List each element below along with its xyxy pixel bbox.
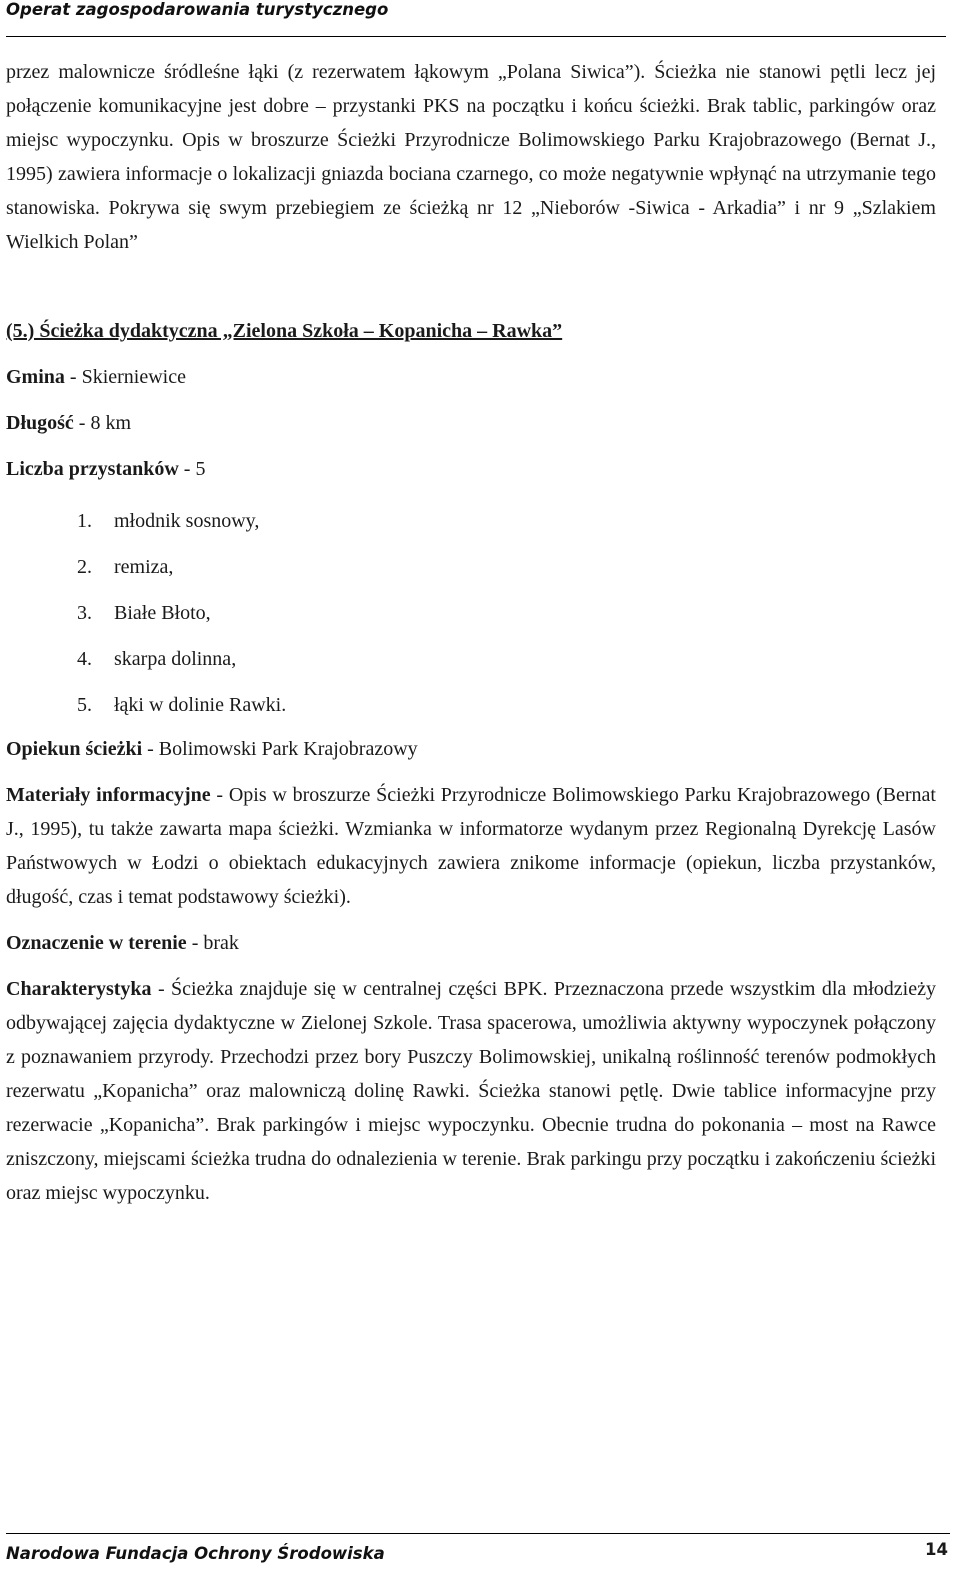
- list-item-text: Białe Błoto,: [114, 602, 211, 624]
- list-item-text: remiza,: [114, 556, 174, 578]
- list-item: [77, 682, 936, 728]
- list-item-number: 2.: [77, 556, 92, 578]
- stops-list: [6, 498, 936, 728]
- document-body: [6, 55, 936, 1210]
- list-item: [77, 544, 936, 590]
- field-materialy: [6, 778, 936, 914]
- list-item-text: łąki w dolinie Rawki.: [114, 694, 287, 716]
- list-item: [77, 498, 936, 544]
- page-number: 14: [925, 1540, 948, 1559]
- field-dlugosc-label: Długość: [6, 412, 74, 434]
- section-title: (5.) Ścieżka dydaktyczna „Zielona Szkoła – Kopanicha – Rawka”: [6, 320, 563, 342]
- field-dlugosc-value: - 8 km: [73, 412, 132, 434]
- field-oznaczenie: [6, 926, 936, 960]
- list-item-text: skarpa dolinna,: [114, 648, 237, 670]
- field-przystanki-label: Liczba przystanków: [6, 458, 179, 480]
- field-opiekun-value: - Bolimowski Park Krajobrazowy: [142, 738, 418, 760]
- page-header: [6, 0, 946, 37]
- field-gmina: [6, 360, 936, 394]
- field-gmina-label: Gmina: [6, 366, 65, 388]
- field-materialy-label: Materiały informacyjne: [6, 784, 211, 806]
- field-przystanki: [6, 452, 936, 486]
- header-title: Operat zagospodarowania turystycznego: [6, 0, 389, 19]
- footer-organization: Narodowa Fundacja Ochrony Środowiska: [6, 1544, 385, 1563]
- field-przystanki-value: - 5: [178, 458, 206, 480]
- list-item: [77, 636, 936, 682]
- field-dlugosc: [6, 406, 936, 440]
- field-opiekun: [6, 732, 936, 766]
- list-item-text: młodnik sosnowy,: [114, 510, 260, 532]
- field-oznaczenie-label: Oznaczenie w terenie: [6, 932, 187, 954]
- field-materialy-value: - Opis w broszurze Ścieżki Przyrodnicze Bolimowskiego Parku Krajobrazowego (Bernat J., 1995), tu także zawarta mapa ścieżki. Wzmianka w informatorze wydanym przez Regionalną Dyrekcję Lasów Państwowych w Łodzi o obiektach edukacyjnych zawiera znikome informacje (opiekun, liczba przystanków, długość, czas i temat podstawowy ścieżki).: [6, 784, 936, 908]
- page-footer: [6, 1533, 950, 1563]
- field-charakterystyka-label: Charakterystyka: [6, 978, 152, 1000]
- field-opiekun-label: Opiekun ścieżki: [6, 738, 143, 760]
- list-item-number: 5.: [77, 694, 92, 716]
- field-charakterystyka: [6, 972, 936, 1210]
- list-item-number: 4.: [77, 648, 92, 670]
- field-oznaczenie-value: - brak: [186, 932, 239, 954]
- list-item: [77, 590, 936, 636]
- list-item-number: 3.: [77, 602, 92, 624]
- field-gmina-value: - Skierniewice: [64, 366, 186, 388]
- intro-paragraph: przez malownicze śródleśne łąki (z rezerwatem łąkowym „Polana Siwica”). Ścieżka nie stanowi pętli lecz jej połączenie komunikacyjne jest dobre – przystanki PKS na początku i końcu ścieżki. Brak tablic, parkingów oraz miejsc wypoczynku. Opis w broszurze Ścieżki Przyrodnicze Bolimowskiego Parku Krajobrazowego (Bernat J., 1995) zawiera informacje o lokalizacji gniazda bociana czarnego, co może negatywnie wpłynąć na utrzymanie tego stanowiska. Pokrywa się swym przebiegiem ze ścieżką nr 12 „Nieborów -Siwica - Arkadia” i nr 9 „Szlakiem Wielkich Polan”: [6, 61, 936, 253]
- list-item-number: 1.: [77, 510, 92, 532]
- field-charakterystyka-value: - Ścieżka znajduje się w centralnej części BPK. Przeznaczona przede wszystkim dla młodzieży odbywającej zajęcia dydaktyczne w Zielonej Szkole. Trasa spacerowa, umożliwia aktywny wypoczynek połączony z poznawaniem przyrody. Przechodzi przez bory Puszczy Bolimowskiej, unikalną roślinność terenów podmokłych rezerwatu „Kopanicha” oraz malowniczą dolinę Rawki. Ścieżka stanowi pętlę. Dwie tablice informacyjne przy rezerwacie „Kopanicha”. Brak parkingów i miejsc wypoczynku. Obecnie trudna do pokonania – most na Rawce zniszczony, miejscami ścieżka trudna do odnalezienia w terenie. Brak parkingu przy początku i zakończeniu ścieżki oraz miejsc wypoczynku.: [6, 978, 936, 1204]
